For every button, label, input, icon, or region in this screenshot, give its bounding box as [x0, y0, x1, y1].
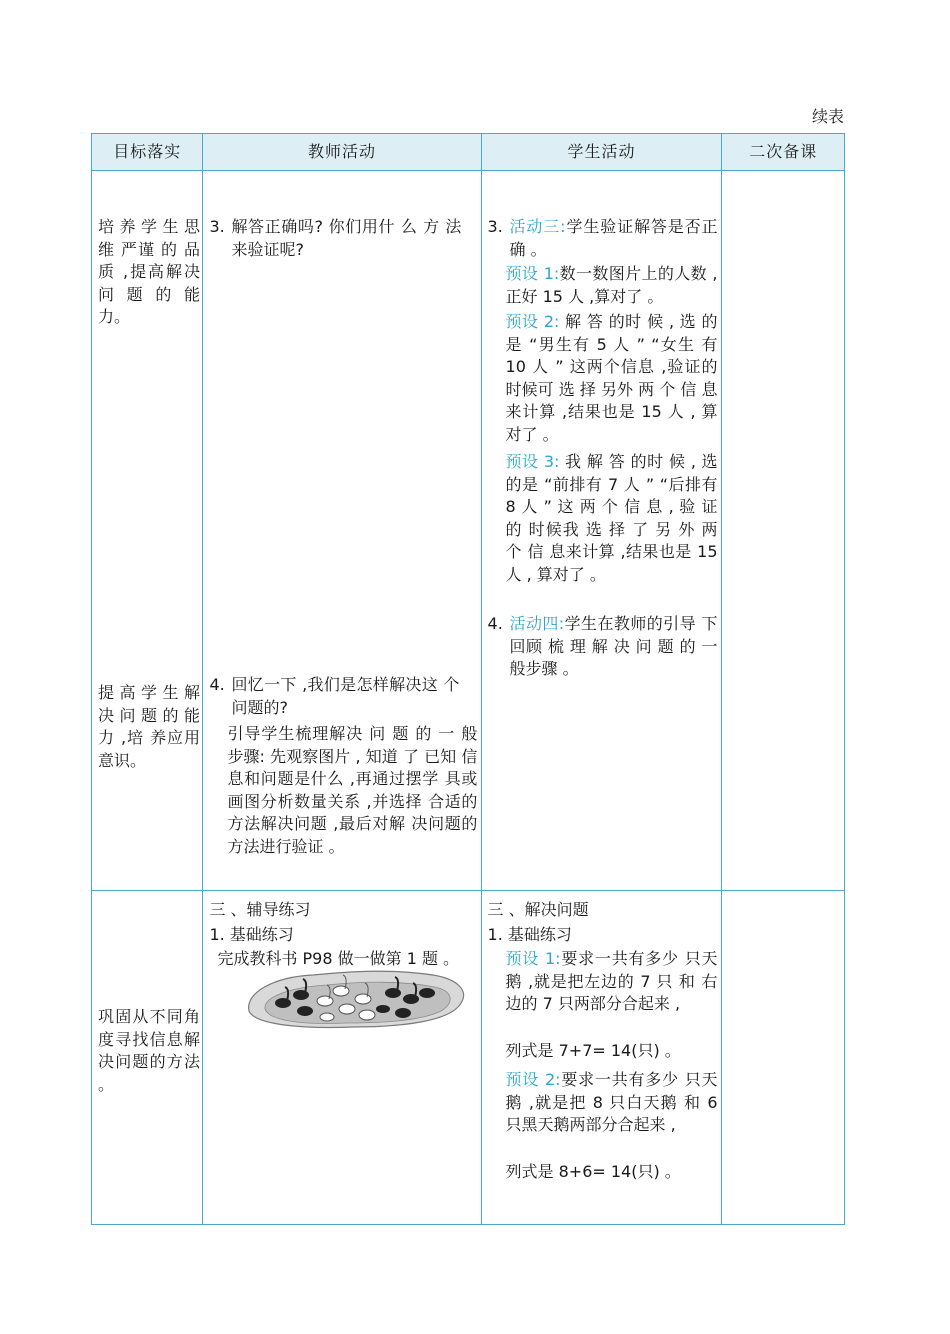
preset-1	[506, 263, 718, 308]
formula-2: 列式是 8+6= 14(只) 。	[505, 1162, 681, 1181]
second-prep-cell	[722, 891, 845, 1225]
preset-label: 预设 2:	[505, 1070, 561, 1089]
preset-2	[506, 311, 718, 447]
formula-1: 列式是 7+7= 14(只) 。	[505, 1041, 681, 1060]
item-number: 4.	[209, 675, 225, 694]
goal-text: 巩固从不同角度寻找信息解决问题的方法 。	[98, 1007, 200, 1094]
swan-pond-illustration-icon	[243, 963, 468, 1031]
activity-label: 活动三:	[509, 217, 566, 236]
preset-label: 预设 2:	[505, 312, 560, 331]
activity-label: 活动四:	[509, 614, 565, 633]
preset-text: 我 解 答 的时 候 , 选 的是 “前排有 7 人 ” “后排有 8 人 ” 这 两 个 信 息 , 验 证 的 时候我 选 择 了 另 外 两 个 信 息来计算 ,结果也是 15 人 , 算对了 。	[505, 452, 718, 584]
preset-text: 要求一共有多少 只天鹅 ,就是把左边的 7 只 和 右边的 7 只两部分合起来 ,	[505, 949, 718, 1014]
preset-2	[506, 1069, 718, 1137]
section-subheading: 1. 基础练习	[487, 925, 572, 944]
teacher-item-4-detail: 引导学生梳理解决 问 题 的 一 般 步骤: 先观察图片 , 知道 了 已知 信息和问题是什么 ,再通过摆学 具或画图分析数量关系 ,并选择 合适的方法解决问题 ,最后对解 决问题的方法进行验证 。	[227, 724, 478, 856]
item-number: 4.	[487, 614, 503, 633]
item-text	[510, 216, 718, 261]
section-subheading: 1. 基础练习	[209, 925, 294, 944]
preset-text: 数一数图片上的人数 ,正好 15 人 ,算对了 。	[505, 264, 718, 306]
header-teacher-activity: 教师活动	[203, 134, 481, 171]
preset-label: 预设 1:	[505, 949, 561, 968]
second-prep-cell	[722, 171, 845, 891]
section-heading: 三 、解决问题	[487, 900, 589, 919]
student-activity-cell	[481, 171, 722, 891]
preset-label: 预设 1:	[505, 264, 560, 283]
item-text: 回忆一下 ,我们是怎样解决这 个 问题的?	[231, 675, 460, 717]
preset-label: 预设 3:	[505, 452, 560, 471]
activity-text: 学生验证解答是否正确 。	[509, 217, 718, 259]
item-number: 3.	[487, 217, 503, 236]
header-second-prep: 二次备课	[722, 134, 845, 171]
preset-text: 解 答 的时 候 , 选 的 是 “男生有 5 人 ” “女生 有 10 人 ” 这两个信息 ,验证的 时候可 选 择 另外 两 个 信 息 来计算 ,结果也是 15 人 , 算 对了 。	[505, 312, 718, 444]
item-text: 解答正确吗? 你们用什 么 方 法 来验证呢?	[231, 217, 462, 259]
goal-text-b: 提 高 学 生 解 决 问 题 的 能 力 ,培 养应用 意识。	[98, 683, 200, 770]
goal-cell	[92, 891, 203, 1225]
activity-text: 学生在教师的引导 下回顾 梳 理 解 决 问 题 的 一 般步骤 。	[509, 614, 718, 679]
student-activity-cell	[481, 891, 722, 1225]
continued-label: 续表	[811, 107, 844, 126]
goal-cell	[92, 171, 203, 891]
goal-text-a: 培 养 学 生 思维 严谨 的 品质 ,提高解决问 题 的 能 力。	[98, 217, 200, 327]
table-row	[92, 891, 845, 1225]
lesson-plan-table	[91, 133, 845, 1225]
header-student-activity: 学生活动	[481, 134, 722, 171]
header-row	[92, 134, 845, 171]
item-number: 3.	[209, 217, 225, 236]
table-row	[92, 171, 845, 891]
preset-1	[506, 948, 718, 1016]
header-goal: 目标落实	[92, 134, 203, 171]
teacher-activity-cell	[203, 171, 481, 891]
preset-3	[506, 451, 718, 587]
exercise-task: 完成教科书 P98 做一做第 1 题 。	[217, 949, 460, 968]
section-heading: 三 、辅导练习	[209, 900, 311, 919]
item-text	[510, 613, 718, 681]
preset-text: 要求一共有多少 只天鹅 ,就是把 8 只白天鹅 和 6 只黑天鹅两部分合起来 ,	[505, 1070, 718, 1135]
teacher-activity-cell	[203, 891, 481, 1225]
